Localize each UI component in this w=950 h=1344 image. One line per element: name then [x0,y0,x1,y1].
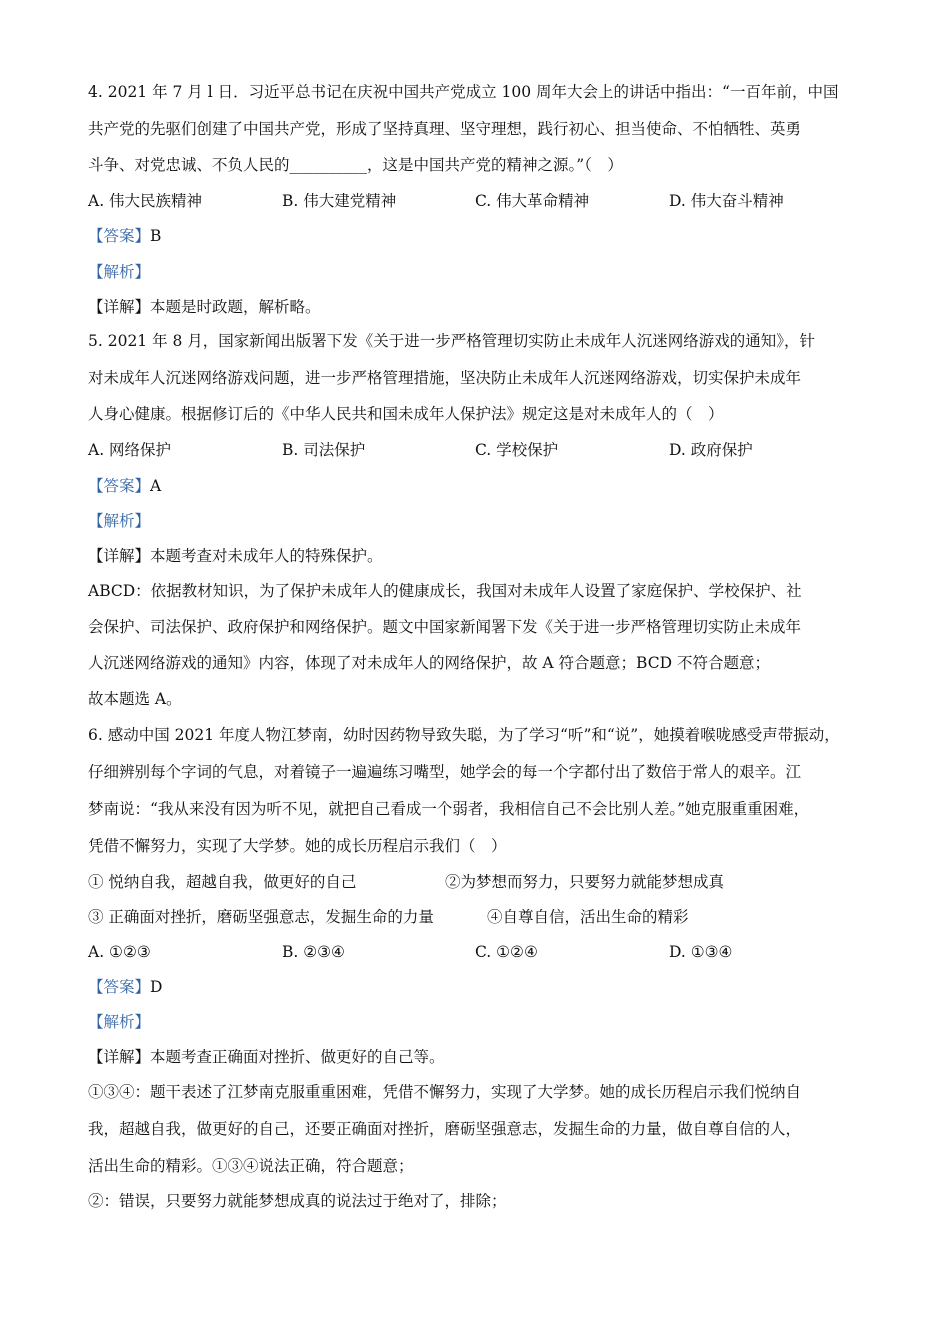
q4-stem-line-2: 共产党的先驱们创建了中国共产党，形成了坚持真理、坚守理想，践行初心、担当使命、不怕牺牲、英勇 [88,120,802,138]
detail-text: 本题是时政题，解析略。 [150,298,321,316]
q4-option-a: A. 伟大民族精神 [88,192,203,210]
answer-value: A [150,477,162,495]
q6-stem-line-1: 6. 感动中国 2021 年度人物江梦南，幼时因药物导致失聪，为了学习“听”和“说”，她摸着喉咙感受声带振动， [88,726,840,744]
q4-option-d: D. 伟大奋斗精神 [669,192,784,210]
q4-stem-line-1: 4. 2021 年 7 月 l 日．习近平总书记在庆祝中国共产党成立 100 周年大会上的讲话中指出：“一百年前，中国 [88,83,839,101]
q6-stem-line-4: 凭借不懈努力，实现了大学梦。她的成长历程启示我们（ ） [88,837,507,855]
q5-stem-line-3: 人身心健康。根据修订后的《中华人民共和国未成年人保护法》规定这是对未成年人的（ ） [88,405,724,423]
q5-explain-line-1: ABCD：依据教材知识，为了保护未成年人的健康成长，我国对未成年人设置了家庭保护、学校保护、社 [88,582,802,600]
q6-detail [88,1047,445,1067]
q4-option-b: B. 伟大建党精神 [282,192,397,210]
detail-text: 本题考查对未成年人的特殊保护。 [150,547,383,565]
q6-statement-4: ④自尊自信，活出生命的精彩 [487,908,689,926]
q6-analysis-tag: 【解析】 [88,1013,151,1031]
answer-value: B [150,227,162,245]
q6-option-b: B. ②③④ [282,943,345,961]
q6-option-c: C. ①②④ [475,943,538,961]
q4-option-c: C. 伟大革命精神 [475,192,590,210]
answer-tag: 【答案】 [88,978,151,996]
q5-explain-line-3: 人沉迷网络游戏的通知》内容，体现了对未成年人的网络保护，故 A 符合题意；BCD 不符合题意； [88,654,770,672]
q6-answer [88,977,162,997]
q4-detail [88,297,321,317]
answer-value: D [150,978,163,996]
detail-tag: 【详解】 [88,1048,151,1066]
q5-option-b: B. 司法保护 [282,441,366,459]
q6-statement-1: ① 悦纳自我，超越自我，做更好的自己 [88,873,357,891]
q5-detail [88,546,383,566]
q5-option-a: A. 网络保护 [88,441,172,459]
q6-option-d: D. ①③④ [669,943,733,961]
q5-option-d: D. 政府保护 [669,441,753,459]
q4-analysis-tag: 【解析】 [88,263,151,281]
answer-tag: 【答案】 [88,227,151,245]
q6-option-a: A. ①②③ [88,943,151,961]
q5-analysis-tag: 【解析】 [88,512,151,530]
detail-tag: 【详解】 [88,298,151,316]
detail-text: 本题考查正确面对挫折、做更好的自己等。 [150,1048,445,1066]
q6-explain-line-3: 活出生命的精彩。①③④说法正确，符合题意； [88,1157,414,1175]
q5-answer [88,476,161,496]
q6-explain-line-1: ①③④：题干表述了江梦南克服重重困难，凭借不懈努力，实现了大学梦。她的成长历程启示我们悦纳自 [88,1083,802,1101]
detail-tag: 【详解】 [88,547,151,565]
q5-stem-line-1: 5. 2021 年 8 月，国家新闻出版署下发《关于进一步严格管理切实防止未成年人沉迷网络游戏的通知》，针 [88,332,816,350]
q6-stem-line-2: 仔细辨别每个字词的气息，对着镜子一遍遍练习嘴型，她学会的每一个字都付出了数倍于常人的艰辛。江 [88,763,802,781]
answer-tag: 【答案】 [88,477,151,495]
q4-answer [88,226,161,246]
q5-option-c: C. 学校保护 [475,441,559,459]
q6-explain-line-4: ②：错误，只要努力就能梦想成真的说法过于绝对了，排除； [88,1192,507,1210]
q5-explain-line-4: 故本题选 A。 [88,690,182,708]
q4-stem-line-3: 斗争、对党忠诚、不负人民的__________，这是中国共产党的精神之源。”（ ） [88,156,623,174]
q6-stem-line-3: 梦南说：“我从来没有因为听不见，就把自己看成一个弱者，我相信自己不会比别人差。”她克服重重困难， [88,800,810,818]
q6-explain-line-2: 我，超越自我，做更好的自己，还要正确面对挫折，磨砺坚强意志，发掘生命的力量，做自尊自信的人， [88,1120,802,1138]
q5-stem-line-2: 对未成年人沉迷网络游戏问题，进一步严格管理措施，坚决防止未成年人沉迷网络游戏，切实保护未成年 [88,369,802,387]
q6-statement-2: ②为梦想而努力，只要努力就能梦想成真 [445,873,725,891]
q6-statement-3: ③ 正确面对挫折，磨砺坚强意志，发掘生命的力量 [88,908,434,926]
q5-explain-line-2: 会保护、司法保护、政府保护和网络保护。题文中国家新闻署下发《关于进一步严格管理切实防止未成年 [88,618,802,636]
